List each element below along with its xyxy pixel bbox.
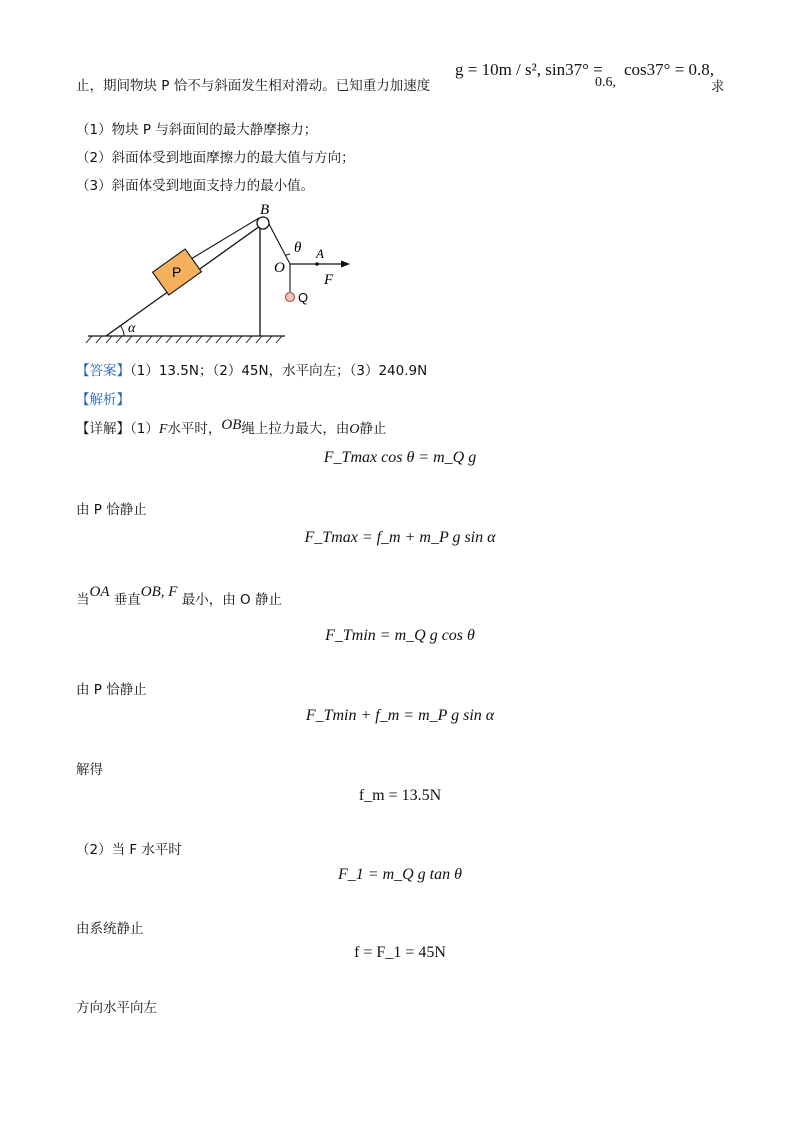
step-system-static: 由系统静止 [76,921,144,937]
var-o: O [349,422,360,437]
step-when-line [76,584,282,608]
var-oa: OA [89,584,110,600]
var-f: F [158,422,168,437]
detail-tag: 【详解】 [76,421,130,437]
alpha-arc [121,326,124,336]
answer-text: （1）13.5N；（2）45N，水平向左；（3）240.9N [130,363,428,379]
analysis-tag: 【解析】 [76,392,130,408]
given-cos: cos37° = 0.8, [624,60,715,79]
equation-1 [0,447,800,467]
step-direction: 方向水平向左 [76,1000,157,1016]
step-p-static-1: 由 P 恰静止 [76,502,147,518]
ground-hatching [86,336,282,343]
question-2: （2）斜面体受到地面摩擦力的最大值与方向； [76,150,355,166]
point-a [315,262,319,266]
ball-q [286,293,295,302]
equation-6-text: F_1 = m_Q g tan θ [338,866,462,883]
incline-figure [80,196,380,346]
equation-7 [0,942,800,962]
equation-4-text: F_Tmin + f_m = m_P g sin α [305,707,495,724]
step-part-2: （2）当 F 水平时 [76,842,182,858]
detail-line-1 [76,417,387,438]
o-label: O [274,260,285,276]
var-ob-f: OB, F [140,584,178,600]
a-label: A [316,246,324,261]
answer-tag: 【答案】 [76,363,130,379]
equation-7-text: f = F_1 = 45N [354,944,446,961]
step-when: 当 [76,592,90,608]
detail-text-d: 静止 [359,421,387,437]
step-p-static-2: 由 P 恰静止 [76,682,147,698]
given-sin-value: 0.6, [595,75,616,90]
question-1: （1）物块 P 与斜面间的最大静摩擦力； [76,122,318,138]
intro-text: 止，期间物块 P 恰不与斜面发生相对滑动。已知重力加速度 [76,78,431,94]
q-label: Q [298,290,309,305]
equation-2-text: F_Tmax = f_m + m_P g sin α [304,529,496,546]
detail-part-number: （1） [130,421,159,437]
equation-3-text: F_Tmin = m_Q g cos θ [325,627,475,644]
equation-3 [0,625,800,645]
b-label: B [260,202,270,218]
detail-text-c: 绳上拉力最大，由 [241,421,350,437]
equation-5 [0,785,800,805]
pulley [257,217,269,229]
var-ob: OB [221,417,242,433]
block-p-label: P [172,264,182,280]
alpha-label: α [128,321,136,336]
theta-arc [286,254,291,256]
equation-4 [0,705,800,725]
step-perp: 垂直 [113,592,141,608]
equation-6 [0,864,800,884]
detail-text-b: 水平时， [167,421,222,437]
force-arrow [341,261,350,268]
f-label: F [324,272,334,288]
equation-1-text: F_Tmax cos θ = m_Q g [323,449,477,466]
given-gravity-sin: g = 10m / s², sin37° = [455,60,603,79]
question-3: （3）斜面体受到地面支持力的最小值。 [76,178,315,194]
equation-5-text: f_m = 13.5N [358,787,442,804]
equation-2 [0,527,800,547]
intro-tail: 求 [711,79,725,95]
rope-upper [186,218,259,262]
rope-ob [269,224,290,264]
step-min-o-static: 最小，由 O 静止 [181,592,282,608]
step-solve: 解得 [76,762,103,778]
theta-label: θ [294,240,302,256]
answer-line [76,359,427,379]
